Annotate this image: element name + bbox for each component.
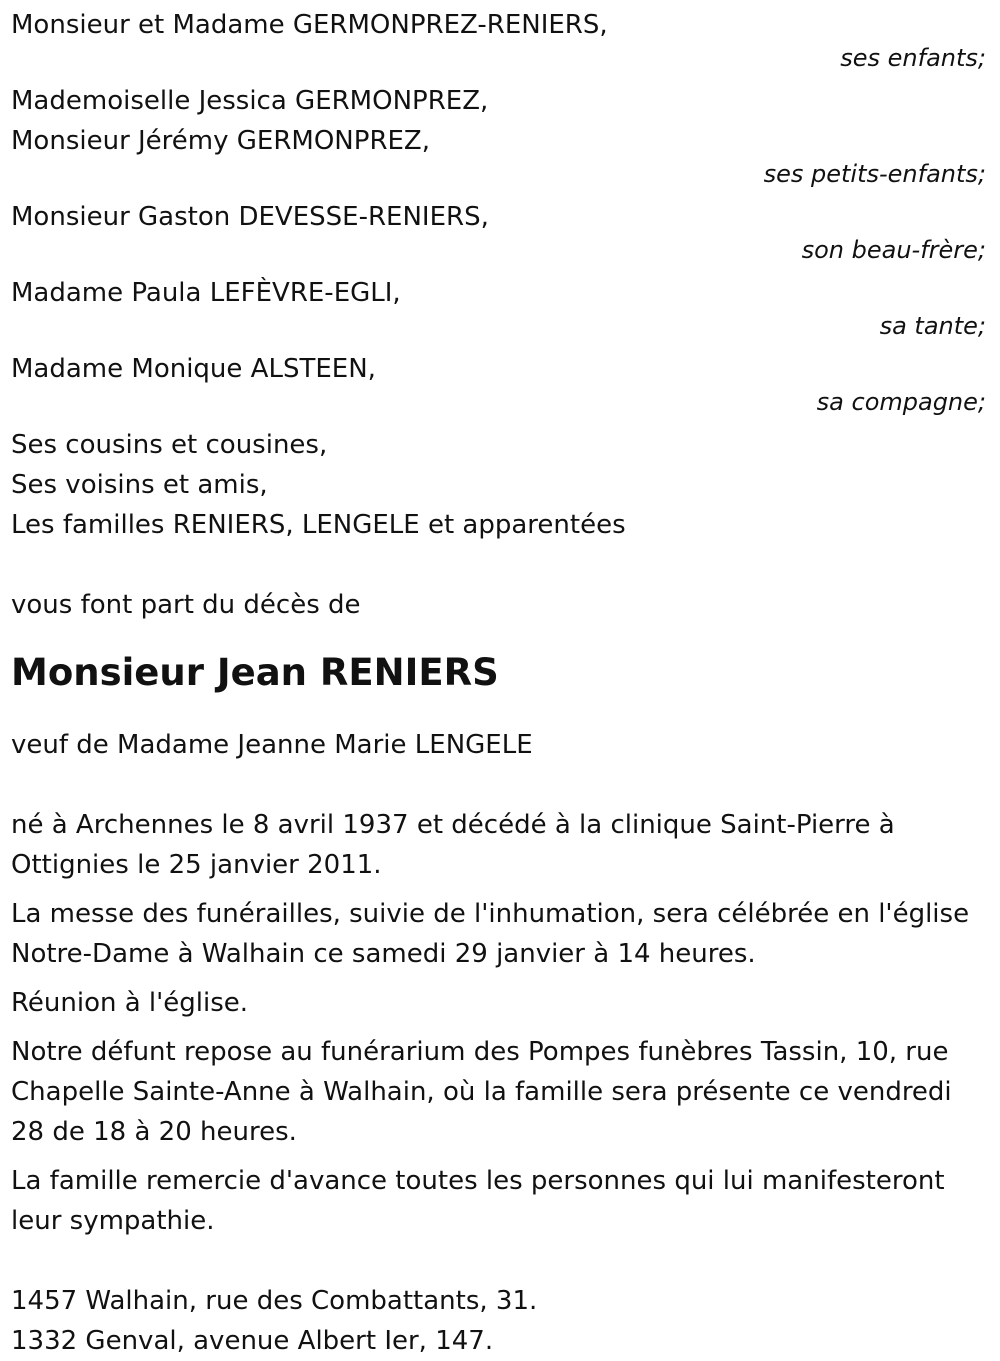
family-name-line: Madame Paula LEFÈVRE-EGLI, [11,278,401,308]
family-group-aunt [11,273,988,340]
other-relatives [11,425,988,545]
family-name-line: Monsieur Jérémy GERMONPREZ, [11,126,431,156]
address-line: 1457 Walhain, rue des Combattants, 31. [11,1286,538,1316]
thanks-paragraph: La famille remercie d'avance toutes les personnes qui lui manifesteront leur sympathie. [11,1166,945,1236]
other-relatives-line: Ses voisins et amis, [11,470,268,500]
family-group-grandchildren [11,81,988,188]
announcement-text: vous font part du décès de [11,590,361,620]
addresses [11,1281,988,1361]
family-name-line: Monsieur et Madame GERMONPREZ-RENIERS, [11,10,608,40]
family-group-companion [11,349,988,416]
family-name-line: Madame Monique ALSTEEN, [11,354,376,384]
other-relatives-line: Les familles RENIERS, LENGELE et apparentées [11,510,626,540]
gathering-paragraph: Réunion à l'église. [11,988,249,1018]
birth-death-paragraph: né à Archennes le 8 avril 1937 et décédé à la clinique Saint-Pierre à Ottignies le 25 janvier 2011. [11,810,895,880]
family-name-line: Monsieur Gaston DEVESSE-RENIERS, [11,202,489,232]
family-group-children [11,5,988,72]
funeral-home-paragraph: Notre défunt repose au funérarium des Pompes funèbres Tassin, 10, rue Chapelle Sainte-Anne à Walhain, où la famille sera présente ce vendredi 28 de 18 à 20 heures. [11,1037,952,1147]
address-line: 1332 Genval, avenue Albert Ier, 147. [11,1326,494,1356]
funeral-mass-paragraph: La messe des funérailles, suivie de l'inhumation, sera célébrée en l'église Notre-Dame à Walhain ce samedi 29 janvier à 14 heures. [11,899,970,969]
family-role: ses enfants; [840,44,986,72]
family-group-brother-in-law [11,197,988,264]
family-role: sa tante; [879,312,986,340]
details-section [11,805,988,1241]
family-name-line: Mademoiselle Jessica GERMONPREZ, [11,86,489,116]
family-role: sa compagne; [816,388,986,416]
widower-of-text: veuf de Madame Jeanne Marie LENGELE [11,730,533,760]
other-relatives-line: Ses cousins et cousines, [11,430,328,460]
deceased-name: Monsieur Jean RENIERS [11,651,499,694]
family-role: son beau-frère; [801,236,986,264]
family-role: ses petits-enfants; [763,160,986,188]
